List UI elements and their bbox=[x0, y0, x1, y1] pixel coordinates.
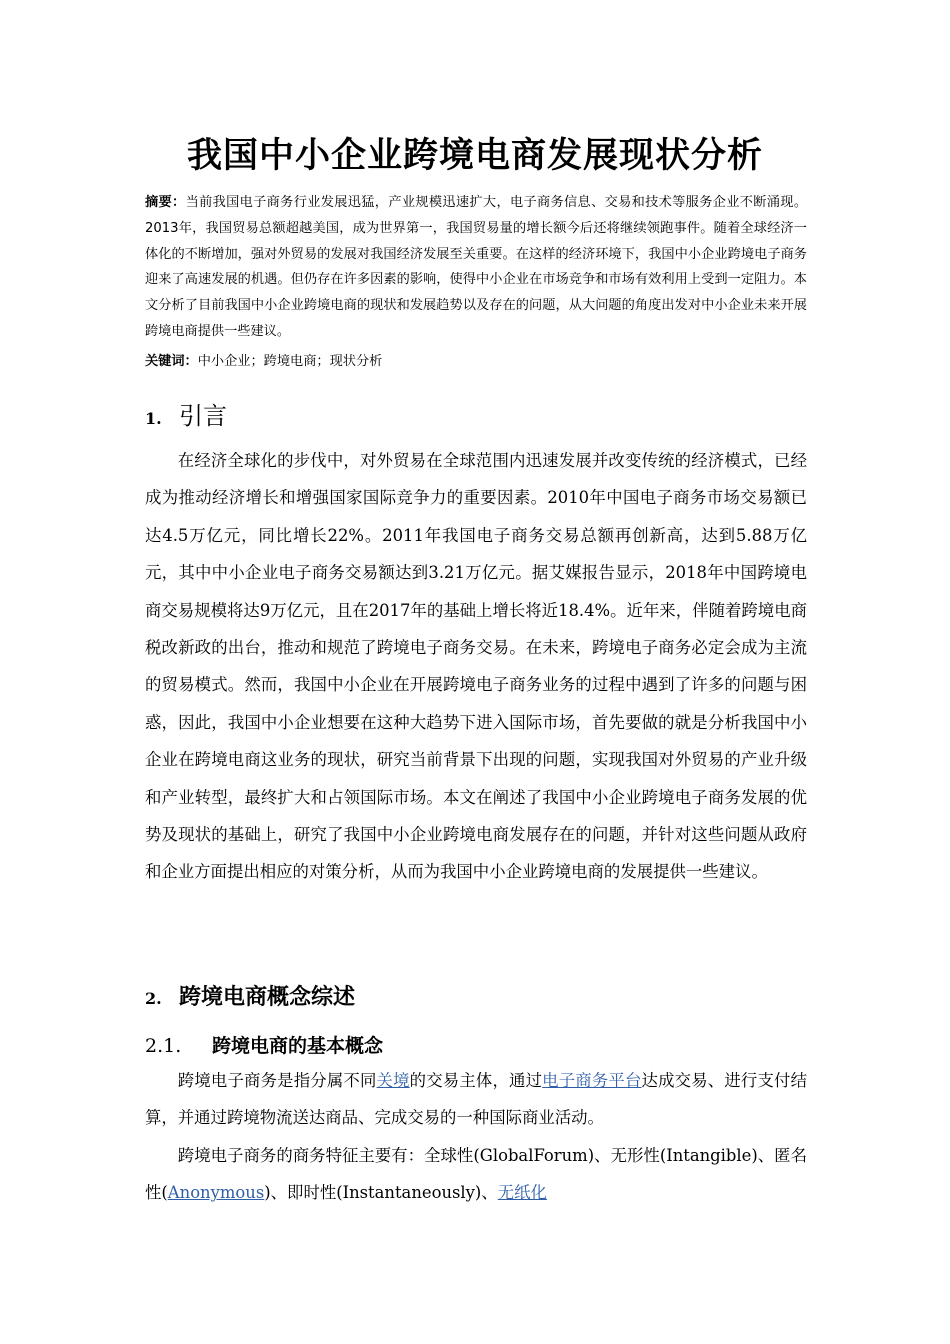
section-2-number: 2. bbox=[145, 989, 162, 1008]
link-paperless[interactable]: 无纸化 bbox=[497, 1183, 547, 1203]
section-1-title: 引言 bbox=[179, 402, 227, 430]
paragraph-text: 跨境电子商务的商务特征主要有：全球性(GlobalForum)、无形性(Intangible)、匿名性( bbox=[145, 1145, 807, 1203]
section-2-1-number: 2.1. bbox=[145, 1035, 182, 1057]
keywords-label: 关键词： bbox=[145, 354, 198, 369]
section-1-heading bbox=[145, 396, 227, 431]
paragraph-text: 达成交易、进行支付结算，并通过跨境物流送达商品、完成交易的一种国际商业活动。 bbox=[145, 1071, 807, 1128]
keywords bbox=[145, 350, 807, 369]
section-2-1-title: 跨境电商的基本概念 bbox=[212, 1035, 384, 1057]
keywords-text: 中小企业；跨境电商；现状分析 bbox=[197, 354, 383, 369]
link-anonymous[interactable]: Anonymous bbox=[167, 1183, 265, 1203]
section-1-number: 1. bbox=[145, 409, 162, 428]
paragraph-text: )、即时性(Instantaneously)、 bbox=[264, 1183, 498, 1203]
section-1-paragraph: 在经济全球化的步伐中，对外贸易在全球范围内迅速发展并改变传统的经济模式，已经成为推动经济增长和增强国家国际竞争力的重要因素。2010年中国电子商务市场交易额已达4.5万亿元，同比增长22%。2011年我国电子商务交易总额再创新高，达到5.88万亿元，其中中小企业电子商务交易额达到3.21万亿元。据艾媒报告显示，2018年中国跨境电商交易规模将达9万亿元，且在2017年的基础上增长将近18.4%。近年来，伴随着跨境电商税改新政的出台，推动和规范了跨境电子商务交易。在未来，跨境电子商务必定会成为主流的贸易模式。然而，我国中小企业在开展跨境电子商务业务的过程中遇到了许多的问题与困惑，因此，我国中小企业想要在这种大趋势下进入国际市场，首先要做的就是分析我国中小企业在跨境电商这业务的现状，研究当前背景下出现的问题，实现我国对外贸易的产业升级和产业转型，最终扩大和占领国际市场。本文在阐述了我国中小企业跨境电子商务发展的优势及现状的基础上，研究了我国中小企业跨境电商发展存在的问题，并针对这些问题从政府和企业方面提出相应的对策分析，从而为我国中小企业跨境电商的发展提供一些建议。 bbox=[145, 451, 808, 882]
abstract-label: 摘要： bbox=[145, 195, 186, 210]
document-title: 我国中小企业跨境电商发展现状分析 bbox=[186, 135, 763, 176]
abstract-text: 当前我国电子商务行业发展迅猛，产业规模迅速扩大，电子商务信息、交易和技术等服务企业不断涌现。2013年，我国贸易总额超越美国，成为世界第一，我国贸易量的增长额今后还将继续领跑事件。随着全球经济一体化的不断增加，强对外贸易的发展对我国经济发展至关重要。在这样的经济环境下，我国中小企业跨境电子商务迎来了高速发展的机遇。但仍存在许多因素的影响，使得中小企业在市场竞争和市场有效利用上受到一定阻力。本文分析了目前我国中小企业跨境电商的现状和发展趋势以及存在的问题，从大问题的角度出发对中小企业未来开展跨境电商提供一些建议。 bbox=[145, 195, 808, 339]
section-1-body bbox=[145, 442, 807, 891]
abstract bbox=[145, 190, 807, 345]
link-guanjing[interactable]: 关境 bbox=[376, 1071, 410, 1090]
section-2-title: 跨境电商概念综述 bbox=[179, 984, 356, 1010]
section-2-1-body bbox=[145, 1062, 807, 1212]
section-2-heading bbox=[145, 980, 355, 1011]
paragraph-text: 的交易主体，通过 bbox=[409, 1071, 543, 1090]
section-2-1-heading bbox=[145, 1031, 383, 1058]
section-2-1-paragraph-1 bbox=[145, 1062, 807, 1137]
section-2-1-paragraph-2 bbox=[145, 1137, 807, 1212]
link-ecommerce-platform[interactable]: 电子商务平台 bbox=[542, 1071, 642, 1090]
paragraph-text: 跨境电子商务是指分属不同 bbox=[177, 1071, 377, 1090]
